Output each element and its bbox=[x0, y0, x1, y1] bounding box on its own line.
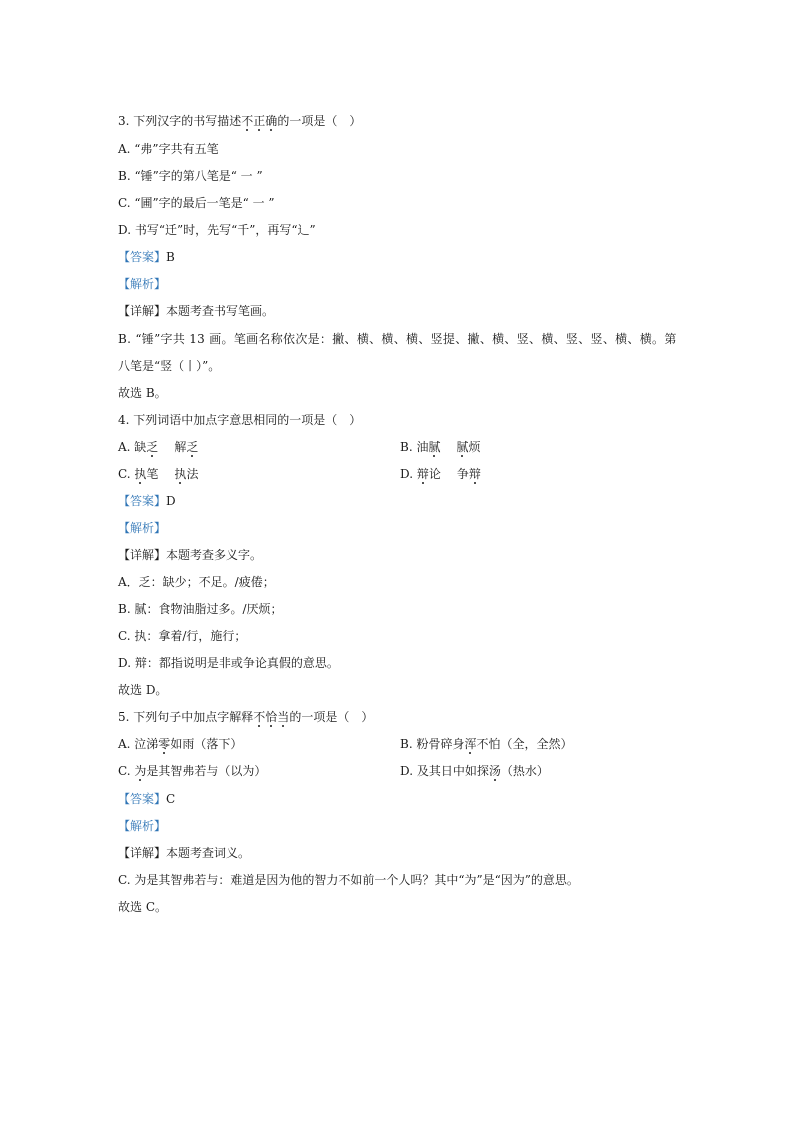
q4-option-c: C. 执笔 执法 bbox=[118, 467, 199, 481]
q5-option-a: A. 泣涕零如雨（落下） bbox=[118, 737, 243, 751]
q4-explanation-d: D. 辩：都指说明是非或争论真假的意思。 bbox=[118, 656, 339, 670]
emphasis-dot-char: 正 bbox=[253, 114, 266, 128]
q5-option-b: B. 粉骨碎身浑不怕（全，全然） bbox=[400, 737, 573, 751]
answer-tag: 【答案】 bbox=[118, 792, 167, 806]
detail-tag: 【详解】 bbox=[118, 846, 167, 860]
answer-tag: 【答案】 bbox=[118, 250, 167, 264]
answer-value: D bbox=[166, 494, 176, 508]
q3-detail: 【详解】本题考查书写笔画。 bbox=[118, 304, 275, 318]
q4-explanation-c: C. 执：拿着/行，施行； bbox=[118, 629, 247, 643]
q5-stem: 5. 下列句子中加点字解释不恰当的一项是（ ） bbox=[118, 710, 374, 724]
q3-answer bbox=[118, 249, 175, 265]
q3-analysis-tag: 【解析】 bbox=[118, 277, 167, 291]
q5-answer bbox=[118, 791, 175, 807]
q3-conclusion: 故选 B。 bbox=[118, 386, 167, 400]
q4-option-d: D. 辩论 争辩 bbox=[400, 467, 481, 481]
q3-option-d: D. 书写“迁”时，先写“千”，再写“辶” bbox=[118, 223, 316, 237]
q4-option-b: B. 油腻 腻烦 bbox=[400, 440, 481, 454]
q5-detail: 【详解】本题考查词义。 bbox=[118, 846, 251, 860]
answer-tag: 【答案】 bbox=[118, 494, 167, 508]
emphasis-dot-char: 汤 bbox=[488, 764, 501, 778]
emphasis-dot-char: 不 bbox=[253, 710, 266, 724]
q4-detail: 【详解】本题考查多义字。 bbox=[118, 548, 263, 562]
emphasis-dot-char: 乏 bbox=[146, 440, 159, 454]
emphasis-dot-char: 执 bbox=[174, 467, 187, 481]
detail-tag: 【详解】 bbox=[118, 548, 167, 562]
emphasis-dot-char: 乏 bbox=[186, 440, 199, 454]
emphasis-dot-char: 确 bbox=[265, 114, 278, 128]
emphasis-dot-char: 执 bbox=[134, 467, 147, 481]
emphasis-dot-char: 辩 bbox=[416, 467, 429, 481]
emphasis-dot-char: 零 bbox=[158, 737, 171, 751]
q5-option-d: D. 及其日中如探汤（热水） bbox=[400, 764, 549, 778]
q4-option-a: A. 缺乏 解乏 bbox=[118, 440, 199, 454]
q4-explanation-a: A．乏：缺少；不足。/疲倦； bbox=[118, 575, 275, 589]
emphasis-dot-char: 当 bbox=[277, 710, 290, 724]
emphasis-dot-char: 为 bbox=[134, 764, 147, 778]
emphasis-dot-char: 不 bbox=[241, 114, 254, 128]
answer-value: C bbox=[166, 792, 176, 806]
emphasis-dot-char: 腻 bbox=[456, 440, 469, 454]
q3-option-a: A. “弗”字共有五笔 bbox=[118, 142, 219, 156]
q3-option-c: C. “圃”字的最后一笔是“ 一 ” bbox=[118, 196, 275, 210]
q3-option-b: B. “锤”字的第八笔是“ 一 ” bbox=[118, 169, 263, 183]
q4-answer bbox=[118, 493, 176, 509]
q5-option-c: C. 为是其智弗若与（以为） bbox=[118, 764, 267, 778]
q5-explanation: C. 为是其智弗若与：难道是因为他的智力不如前一个人吗？其中“为”是“因为”的意思。 bbox=[118, 873, 579, 887]
q4-explanation-b: B. 腻：食物油脂过多。/厌烦； bbox=[118, 602, 283, 616]
q3-explanation-line2: 八笔是“竖（丨）”。 bbox=[118, 359, 221, 373]
emphasis-dot-char: 辩 bbox=[468, 467, 481, 481]
q3-stem: 3. 下列汉字的书写描述不正确的一项是（ ） bbox=[118, 114, 362, 128]
emphasis-dot-char: 腻 bbox=[428, 440, 441, 454]
q4-stem: 4. 下列词语中加点字意思相同的一项是（ ） bbox=[118, 413, 362, 427]
q5-conclusion: 故选 C。 bbox=[118, 900, 167, 914]
q3-explanation-line1: B. “锤”字共 13 画。笔画名称依次是：撇、横、横、横、竖提、撇、横、竖、横、竖、竖、横、横。第 bbox=[118, 332, 677, 346]
q4-conclusion: 故选 D。 bbox=[118, 683, 168, 697]
answer-value: B bbox=[166, 250, 175, 264]
q5-analysis-tag: 【解析】 bbox=[118, 819, 167, 833]
detail-tag: 【详解】 bbox=[118, 304, 167, 318]
q4-analysis-tag: 【解析】 bbox=[118, 521, 167, 535]
emphasis-dot-char: 浑 bbox=[464, 737, 477, 751]
emphasis-dot-char: 恰 bbox=[265, 710, 278, 724]
